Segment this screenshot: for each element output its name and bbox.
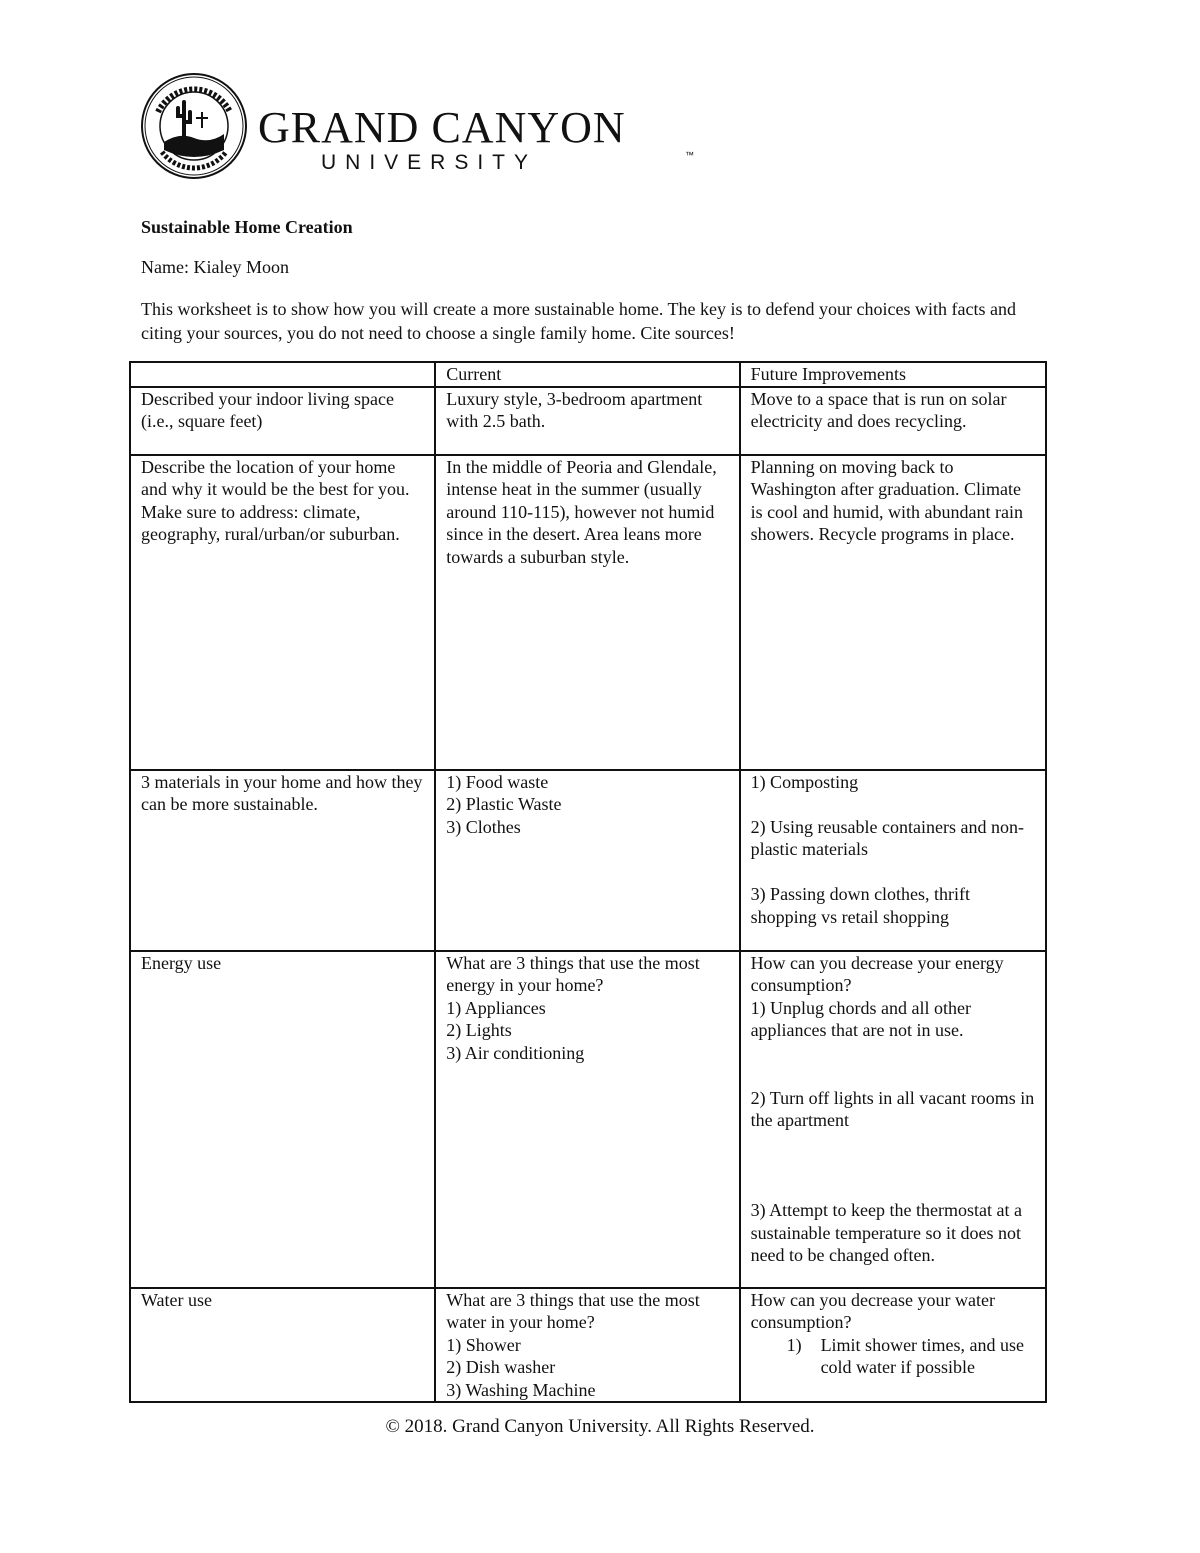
trademark-mark: ™ [685, 150, 694, 160]
worksheet-table [129, 361, 1047, 1403]
header-cell-future: Future Improvements [740, 362, 1046, 387]
list-number: 1) [786, 1334, 802, 1355]
list-item: 2) Turn off lights in all vacant rooms in the apartment [750, 1087, 1035, 1130]
list-item: 2) Dish washer [446, 1357, 556, 1377]
list-item: 2) Lights [446, 1020, 512, 1040]
row-label: Described your indoor living space (i.e., square feet) [130, 387, 435, 455]
list-item: 1) Unplug chords and all other appliances that are not in use. [750, 997, 972, 1040]
future-cell: Planning on moving back to Washington after graduation. Climate is cool and humid, with abundant rain showers. Recycle programs in place. [740, 455, 1046, 770]
future-cell [740, 1288, 1046, 1403]
gcu-logo [140, 72, 694, 177]
list-item: 1) Composting [750, 771, 859, 792]
copyright-footer: © 2018. Grand Canyon University. All Rights Reserved. [385, 1416, 815, 1437]
list-item-text: Limit shower times, and use cold water if possible [820, 1334, 1025, 1377]
numbered-list-item [751, 1334, 1035, 1379]
row-label: Water use [130, 1288, 435, 1403]
current-cell: In the middle of Peoria and Glendale, intense heat in the summer (usually around 110-115), however not humid since in the desert. Area leans more towards a suburban style. [435, 455, 739, 770]
instructions-paragraph: This worksheet is to show how you will create a more sustainable home. The key is to defend your choices with facts and citing your sources, you do not need to choose a single family home. Cite sources! [141, 299, 1016, 343]
list-item: 3) Attempt to keep the thermostat at a sustainable temperature so it does not need to be changed often. [750, 1200, 1022, 1265]
document-title: Sustainable Home Creation [141, 217, 353, 237]
table-row [130, 1288, 1046, 1403]
cell-question: What are 3 things that use the most water in your home? [446, 1289, 700, 1332]
list-item: 2) Using reusable containers and non-plastic materials [750, 816, 1024, 859]
current-cell: Luxury style, 3-bedroom apartment with 2.5 bath. [435, 387, 739, 455]
row-label: Describe the location of your home and why it would be the best for you. Make sure to address: climate, geography, rural/urban/or suburban. [130, 455, 435, 770]
table-row [130, 770, 1046, 951]
future-cell: Move to a space that is run on solar electricity and does recycling. [740, 387, 1046, 455]
list-item: 3) Air conditioning [446, 1042, 585, 1063]
list-item: 2) Plastic Waste [446, 794, 562, 814]
future-cell [740, 770, 1046, 951]
table-header-row [130, 362, 1046, 387]
row-label: Energy use [130, 951, 435, 1288]
list-item: 3) Clothes [446, 816, 521, 837]
university-seal-icon [140, 72, 248, 180]
list-item: 3) Passing down clothes, thrift shopping vs retail shopping [750, 884, 971, 927]
list-item: 1) Food waste [446, 771, 549, 792]
current-cell [435, 951, 739, 1288]
current-cell [435, 1288, 739, 1403]
header-cell-blank [130, 362, 435, 387]
cell-question: How can you decrease your water consumption? [750, 1289, 995, 1332]
list-item: 1) Appliances [446, 997, 546, 1018]
row-label: 3 materials in your home and how they can be more sustainable. [130, 770, 435, 951]
student-name: Name: Kialey Moon [141, 257, 289, 277]
table-row [130, 951, 1046, 1288]
logo-wordmark: GRAND CANYON [258, 103, 626, 152]
table-row [130, 455, 1046, 770]
header-cell-current: Current [435, 362, 739, 387]
cell-question: What are 3 things that use the most energy in your home? [446, 952, 700, 995]
future-cell [740, 951, 1046, 1288]
table-row [130, 387, 1046, 455]
list-item: 1) Shower [446, 1334, 521, 1355]
current-cell [435, 770, 739, 951]
cell-question: How can you decrease your energy consumption? [750, 952, 1004, 995]
list-item: 3) Washing Machine [446, 1379, 596, 1400]
logo-subtitle: UNIVERSITY [321, 151, 538, 174]
